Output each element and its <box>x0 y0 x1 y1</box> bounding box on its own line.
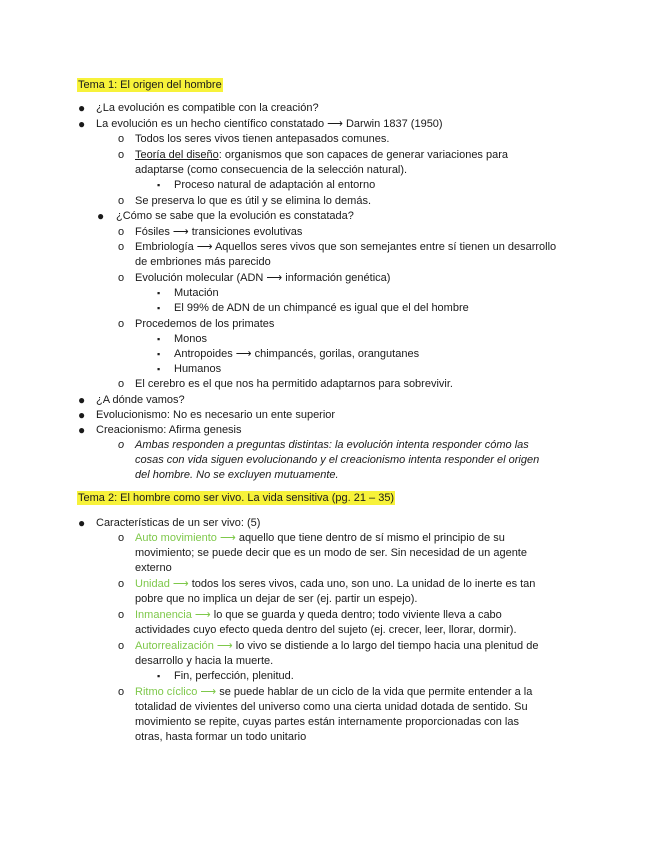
list-item: Embriología ⟶ Aquellos seres vivos que son semejantes entre sí tienen un desarrollo <box>135 241 557 253</box>
bullet-circle: o <box>118 226 125 238</box>
list-item: Se preserva lo que es útil y se elimina lo demás. <box>135 195 372 207</box>
list-item: Creacionismo: Afirma genesis <box>96 424 242 436</box>
list-item: Ritmo cíclico ⟶ se puede hablar de un ciclo de la vida que permite entender a la <box>135 686 533 698</box>
list-item-continuation: actividades cuyo efecto queda dentro del sujeto (ej. crecer, leer, llorar, dormir). <box>135 624 517 636</box>
list-item: Procedemos de los primates <box>135 318 275 330</box>
list-item-continuation: movimiento se repite, cuyas partes están internamente proporcionadas con las <box>135 716 519 728</box>
bullet-circle: o <box>118 609 125 621</box>
bullet-circle: o <box>118 532 125 544</box>
section-title-tema1: Tema 1: El origen del hombre <box>78 79 222 91</box>
bullet-square: ▪ <box>157 671 161 681</box>
bullet-square: ▪ <box>157 288 161 298</box>
bullet-square: ▪ <box>157 180 161 190</box>
bullet-circle: o <box>118 640 125 652</box>
list-item: Auto movimiento ⟶ aquello que tiene dentro de sí mismo el principio de su <box>135 532 505 544</box>
list-item: Fin, perfección, plenitud. <box>174 670 294 682</box>
list-item: La evolución es un hecho científico constatado ⟶ Darwin 1837 (1950) <box>96 118 443 130</box>
list-item: Unidad ⟶ todos los seres vivos, cada uno, son uno. La unidad de lo inerte es tan <box>135 578 536 590</box>
bullet-circle: o <box>118 578 125 590</box>
section-title-tema2: Tema 2: El hombre como ser vivo. La vida sensitiva (pg. 21 – 35) <box>78 492 395 504</box>
list-item-continuation: de embriones más parecido <box>135 256 271 268</box>
list-item: Evolución molecular (ADN ⟶ información genética) <box>135 272 391 284</box>
bullet-dot: ● <box>78 423 86 437</box>
list-item-italic: Ambas responden a preguntas distintas: la evolución intenta responder cómo las <box>135 439 529 451</box>
list-item: Proceso natural de adaptación al entorno <box>174 179 376 191</box>
bullet-square: ▪ <box>157 349 161 359</box>
list-item: Humanos <box>174 363 222 375</box>
bullet-circle: o <box>118 149 125 161</box>
term-green: Autorrealización ⟶ <box>135 640 233 652</box>
list-item-continuation: movimiento; se puede decir que es un modo de ser. Sin necesidad de un agente <box>135 547 527 559</box>
list-item-continuation: cosas con vida siguen evolucionando y el creacionismo intenta responder el origen <box>135 454 540 466</box>
bullet-circle: o <box>118 378 125 390</box>
term-green: Auto movimiento ⟶ <box>135 532 236 544</box>
list-item: ¿Cómo se sabe que la evolución es constatada? <box>116 210 354 222</box>
bullet-dot: ● <box>78 393 86 407</box>
list-item: Evolucionismo: No es necesario un ente superior <box>96 409 336 421</box>
list-item-continuation: externo <box>135 562 172 574</box>
bullet-dot: ● <box>78 408 86 422</box>
bullet-circle: o <box>118 686 125 698</box>
bullet-dot: ● <box>97 209 105 223</box>
term-green: Ritmo cíclico ⟶ <box>135 686 217 698</box>
bullet-dot: ● <box>78 516 86 530</box>
list-item: Antropoides ⟶ chimpancés, gorilas, orangutanes <box>174 348 420 360</box>
list-item-continuation: pobre que no implica un dejar de ser (ej. partir un espejo). <box>135 593 418 605</box>
term-underlined: Teoría del diseño <box>135 149 219 161</box>
list-item: ¿La evolución es compatible con la creación? <box>96 102 319 114</box>
bullet-dot: ● <box>78 117 86 131</box>
list-item-continuation: totalidad de vivientes del universo como una cierta unidad dotada de sentido. Su <box>135 701 528 713</box>
list-item: ¿A dónde vamos? <box>96 394 185 406</box>
list-item-continuation: del hombre. No se excluyen mutuamente. <box>135 469 339 481</box>
list-item: El cerebro es el que nos ha permitido adaptarnos para sobrevivir. <box>135 378 453 390</box>
list-item: Fósiles ⟶ transiciones evolutivas <box>135 226 303 238</box>
list-item: El 99% de ADN de un chimpancé es igual que el del hombre <box>174 302 469 314</box>
bullet-circle: o <box>118 318 125 330</box>
term-green: Inmanencia ⟶ <box>135 609 211 621</box>
list-item: Mutación <box>174 287 219 299</box>
list-item-continuation: adaptarse (como consecuencia de la selección natural). <box>135 164 408 176</box>
bullet-circle: o <box>118 133 125 145</box>
bullet-dot: ● <box>78 101 86 115</box>
list-item: Características de un ser vivo: (5) <box>96 517 261 529</box>
bullet-square: ▪ <box>157 334 161 344</box>
bullet-square: ▪ <box>157 364 161 374</box>
list-item: Inmanencia ⟶ lo que se guarda y queda dentro; todo viviente lleva a cabo <box>135 609 502 621</box>
bullet-square: ▪ <box>157 303 161 313</box>
list-item: Monos <box>174 333 208 345</box>
bullet-circle: o <box>118 195 125 207</box>
list-item-continuation: otras, hasta formar un todo unitario <box>135 731 307 743</box>
list-item: Teoría del diseño: organismos que son capaces de generar variaciones para <box>135 149 509 161</box>
bullet-circle: o <box>118 241 125 253</box>
list-item: Autorrealización ⟶ lo vivo se distiende a lo largo del tiempo hacia una plenitud de <box>135 640 539 652</box>
list-item-continuation: desarrollo y hacia la muerte. <box>135 655 274 667</box>
bullet-circle: o <box>118 272 125 284</box>
term-green: Unidad ⟶ <box>135 578 189 590</box>
list-item: Todos los seres vivos tienen antepasados comunes. <box>135 133 390 145</box>
bullet-circle: o <box>118 439 125 451</box>
